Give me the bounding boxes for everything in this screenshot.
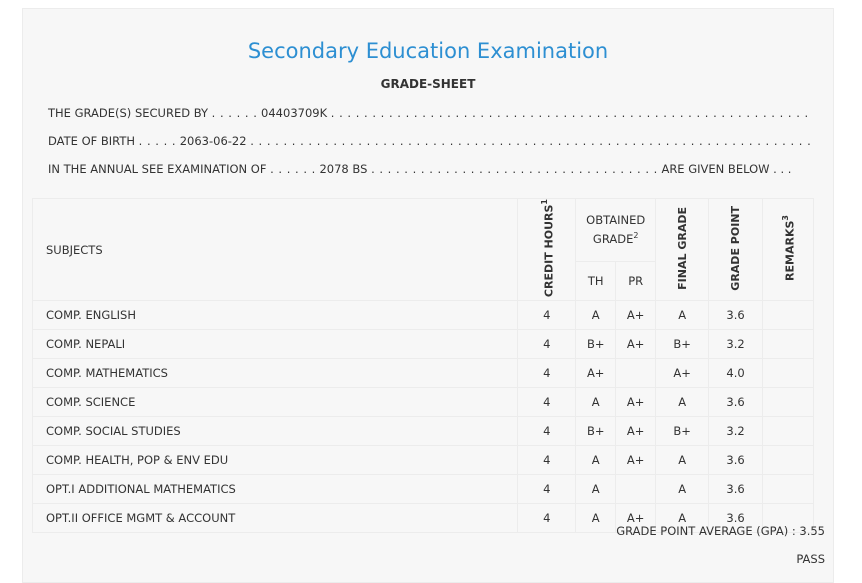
remarks-cell [763,475,814,504]
grade-sheet [22,8,834,583]
remarks-cell [763,417,814,446]
credit-hours-footnote: 1 [539,199,549,205]
final-grade-cell: A [656,504,709,533]
credit-hours-header-label: CREDIT HOURS [542,204,556,298]
final-grade-cell: A [656,475,709,504]
grade-point-header-label: GRADE POINT [729,205,743,291]
th-grade-cell: A [576,446,616,475]
subject-cell: COMP. HEALTH, POP & ENV EDU [33,446,518,475]
grade-sheet-heading: GRADE-SHEET [380,77,476,91]
pr-grade-cell [616,475,656,504]
date-of-birth-line [48,134,811,148]
final-grade-cell: A+ [656,359,709,388]
pr-grade-cell: A+ [616,504,656,533]
pr-grade-cell: A+ [616,330,656,359]
remarks-cell [763,446,814,475]
grade-point-cell: 3.6 [709,475,763,504]
remarks-header-label: REMARKS [783,220,797,282]
credit-cell: 4 [518,388,576,417]
table-row [33,388,814,417]
obtained-grade-header-line1: OBTAINED [586,213,646,228]
gpa-value: 3.55 [799,524,825,538]
remarks-header [763,199,814,301]
th-grade-cell: A+ [576,359,616,388]
credit-cell: 4 [518,417,576,446]
final-grade-cell: A [656,301,709,330]
symbol-number: 04403709K [261,106,328,120]
table-row [33,330,814,359]
exam-year: 2078 BS [319,162,368,176]
subject-cell: OPT.II OFFICE MGMT & ACCOUNT [33,504,518,533]
table-row [33,417,814,446]
remarks-cell [763,301,814,330]
remarks-cell [763,359,814,388]
pr-grade-cell [616,359,656,388]
subject-cell: COMP. ENGLISH [33,301,518,330]
credit-cell: 4 [518,301,576,330]
exam-label: IN THE ANNUAL SEE EXAMINATION OF [48,162,267,176]
dob-value: 2063-06-22 [179,134,247,148]
th-grade-cell: A [576,475,616,504]
obtained-grade-header [576,199,656,262]
subject-cell: OPT.I ADDITIONAL MATHEMATICS [33,475,518,504]
pr-header: PR [616,261,656,300]
remarks-footnote: 3 [781,215,791,221]
th-grade-cell: A [576,388,616,417]
grades-table [32,198,814,533]
final-grade-cell: A [656,446,709,475]
grade-point-cell: 4.0 [709,359,763,388]
credit-cell: 4 [518,330,576,359]
table-row [33,446,814,475]
secured-by-line [48,106,809,120]
grade-point-cell: 3.6 [709,388,763,417]
page-title: Secondary Education Examination [247,39,609,63]
subject-cell: COMP. MATHEMATICS [33,359,518,388]
table-row [33,475,814,504]
credit-cell: 4 [518,504,576,533]
grade-point-cell: 3.6 [709,504,763,533]
credit-cell: 4 [518,446,576,475]
th-grade-cell: A [576,504,616,533]
subject-cell: COMP. NEPALI [33,330,518,359]
credit-cell: 4 [518,359,576,388]
final-grade-header [656,199,709,301]
th-header: TH [576,261,616,300]
grade-point-cell: 3.2 [709,417,763,446]
obtained-grade-header-line2: GRADE [592,231,634,246]
exam-lead-dots: . . . . . . [270,162,316,176]
gpa-label: GRADE POINT AVERAGE (GPA) : [616,524,796,538]
exam-trail-dots: . . . . . . . . . . . . . . . . . . . . . . . . . . . . . . . . . . . [371,162,658,176]
subject-cell: COMP. SOCIAL STUDIES [33,417,518,446]
result-status: PASS [796,552,825,566]
th-grade-cell: A [576,301,616,330]
final-grade-cell: B+ [656,417,709,446]
gpa-line [616,524,825,538]
pr-grade-cell: A+ [616,388,656,417]
grade-point-cell: 3.6 [709,446,763,475]
grade-point-cell: 3.6 [709,301,763,330]
secured-by-lead-dots: . . . . . . [211,106,258,120]
dob-trail-dots: . . . . . . . . . . . . . . . . . . . . . . . . . . . . . . . . . . . . . . . . . . . . . . . . . . . . . . . . . . . . . . . . . . . . [250,134,812,148]
subjects-header: SUBJECTS [33,199,518,301]
table-row [33,301,814,330]
credit-hours-header [518,199,576,301]
final-grade-cell: A [656,388,709,417]
th-grade-cell: B+ [576,330,616,359]
obtained-grade-footnote: 2 [633,231,639,241]
pr-grade-cell: A+ [616,417,656,446]
given-below-text: ARE GIVEN BELOW . . . [661,162,792,176]
credit-cell: 4 [518,475,576,504]
final-grade-header-label: FINAL GRADE [675,206,689,290]
remarks-cell [763,330,814,359]
secured-by-label: THE GRADE(S) SECURED BY [48,106,209,120]
th-grade-cell: B+ [576,417,616,446]
pr-grade-cell: A+ [616,301,656,330]
dob-lead-dots: . . . . . [138,134,177,148]
pr-grade-cell: A+ [616,446,656,475]
secured-by-trail-dots: . . . . . . . . . . . . . . . . . . . . . . . . . . . . . . . . . . . . . . . . . . . . . . . . . . . . . . . . . . [330,106,809,120]
exam-line [48,162,791,176]
dob-label: DATE OF BIRTH [48,134,136,148]
grade-point-header [709,199,763,301]
subject-cell: COMP. SCIENCE [33,388,518,417]
final-grade-cell: B+ [656,330,709,359]
remarks-cell [763,388,814,417]
grade-point-cell: 3.2 [709,330,763,359]
table-row [33,359,814,388]
